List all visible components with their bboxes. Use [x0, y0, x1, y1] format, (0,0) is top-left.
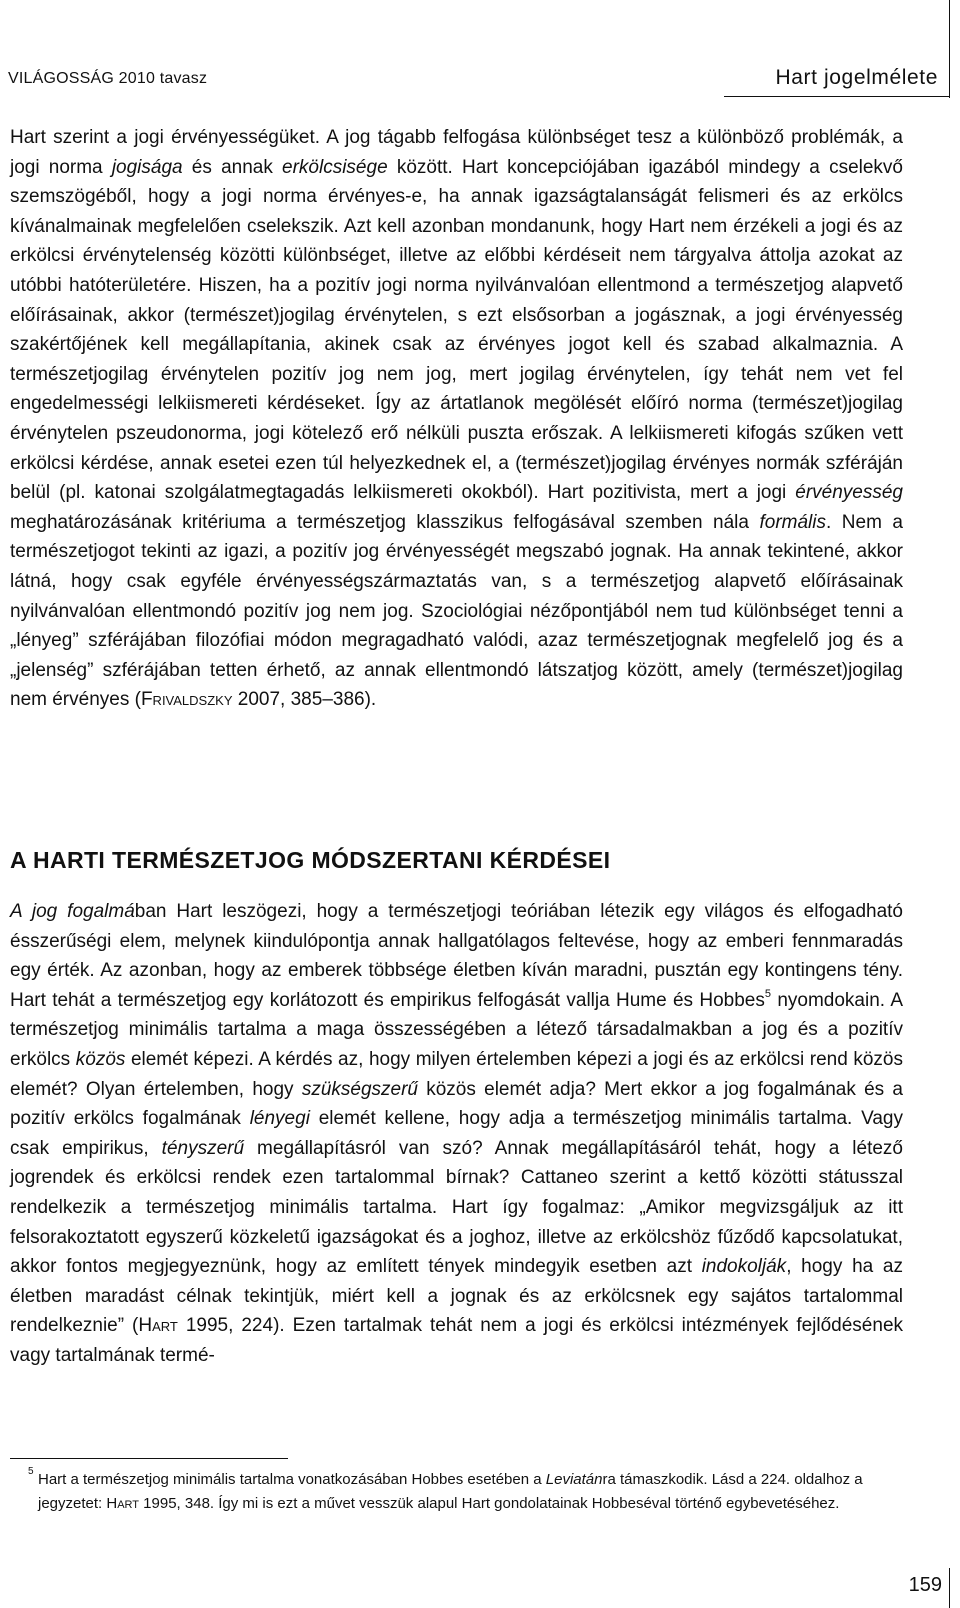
text-run: Hart a természetjog minimális tartalma vonatkozásában Hobbes esetében a	[38, 1471, 546, 1488]
emphasis: jogisága	[111, 156, 183, 178]
author-citation: Hart	[138, 1315, 178, 1337]
paragraph-2	[10, 897, 903, 1371]
emphasis: érvényesség	[795, 482, 903, 504]
main-text-2	[10, 897, 903, 1371]
text-run: között. Hart koncepciójában igazából mindegy a cselekvő szemszögéből, hogy a jogi norma érvényes-e, ha annak igazságtalanságát felismeri és az erkölcs kívánalmainak megfelelően cselekszik. Azt kell azonban mondanunk, hogy Hart nem érzékeli a jogi és az erkölcsi érvénytelenség közötti különbséget, illetve az előbbi kérdéseit nem tárgyalva áttolja azokat az utóbbi hatóterületére. Hiszen, ha a pozitív jogi norma nyilvánvalóan ellentmond a természetjog alapvető előírásainak, akkor (természet)jogilag érvénytelen, s ezt elsősorban a jogásznak, a jogi érvényesség szakértőjének kell megállapítania, akinek csak az érvényes jogot kell és szabad alkalmaznia. A természetjogilag érvénytelen pozitív jog nem jog, mert jogilag érvénytelen, így tehát nem vet fel engedelmességi lelkiismereti kérdéseket. Így az ártatlanok megölését előíró norma (természet)jogilag érvénytelen pszeudonorma, jogi kötelező erő nélküli puszta erőszak. A lelkiismereti kifogás szűken vett erkölcsi kérdése, annak esetei ezen túl helyezkednek el, a (természet)jogilag érvényes normák szféráján belül (pl. katonai szolgálatmegtagadás lelkiismereti okokból). Hart pozitivista, mert a jogi	[10, 156, 903, 504]
text-run: 1995, 348. Így mi is ezt a művet vesszük alapul Hart gondolatainak Hobbeséval történő egybevetéséhez.	[139, 1495, 840, 1512]
emphasis: tényszerű	[161, 1137, 245, 1159]
emphasis: szükségszerű	[301, 1078, 418, 1100]
footnote-rule	[10, 1458, 288, 1459]
emphasis: A jog fogalmá	[10, 901, 135, 922]
text-run: ban Hart leszögezi, hogy a természetjogi teóriában létezik egy világos és elfogadható ésszerűségi elem, melynek kiindulópontja annak hallgatólagos feltevése, hogy az emberi fennmaradás egy érték. Az azonban, hogy az emberek többsége életben kíván maradni, pusztán egy kontingens tény. Hart tehát a természetjog egy korlátozott és empirikus felfogását vallja Hume és Hobbes	[10, 901, 903, 1011]
text-run: és annak	[182, 156, 283, 178]
text-run: meghatározásának kritériuma a természetjog klasszikus felfogásával szemben nála	[10, 511, 760, 533]
paragraph-1	[10, 123, 903, 715]
footnote	[38, 1468, 898, 1516]
footnote-reference[interactable]: 5	[764, 988, 771, 1001]
header-corner-rule	[949, 0, 950, 98]
text-run: ra támaszkodik. Lásd a 224. oldalhoz a jegyzetet:	[38, 1471, 863, 1512]
text-run: 2007, 385–386).	[232, 689, 377, 711]
text-run: , hogy ha az életben maradást célnak tekintjük, miért kell a jognak és az erkölcsnek egy sajátos tartalommal rendelkeznie” (	[10, 1256, 903, 1337]
text-run: Hart szerint a jogi érvényességüket. A jog tágabb felfogása különbséget tesz a különböző problémák, a jogi norma	[10, 127, 903, 178]
emphasis: erkölcsisége	[282, 156, 388, 178]
text-run: megállapításról van szó? Annak megállapításáról tehát, hogy a létező jogrendek és erkölcsi rendek ezen tartalommal bírnak? Cattaneo szerint a kettő közötti státusszal rendelkezik a természetjog minimális tartalma. Hart így fogalmaz: „Amikor megvizsgáljuk az itt felsorakoztatott egyszerű közkeletű igazságokat és a joghoz, illetve az erkölcshöz fűződő kapcsolatukat, akkor fontos megjegyeznünk, hogy az említett tények mindegyik esetben azt	[10, 1137, 903, 1278]
emphasis: formális	[759, 511, 826, 533]
text-run: elemét kellene, hogy adja a természetjog minimális tartalma. Vagy csak empirikus,	[10, 1108, 903, 1159]
text-run: 1995, 224). Ezen tartalmak tehát nem a jogi és erkölcsi intézmények fejlődésének vagy tartalmának termé-	[10, 1315, 904, 1366]
page-number-rule	[949, 1568, 950, 1608]
footnote-mark: 5	[28, 1466, 34, 1477]
author-citation: Frivaldszky	[140, 689, 233, 711]
emphasis: indokolják	[701, 1256, 787, 1278]
author-citation: Hart	[106, 1495, 140, 1512]
emphasis: Leviatán	[545, 1471, 603, 1488]
text-run: nyomdokain. A természetjog minimális tartalma a maga összességében a létező társadalmakban a jog és a pozitív erkölcs	[10, 989, 903, 1070]
text-run: elemét képezi. A kérdés az, hogy milyen értelemben képezi a jogi és az erkölcsi rend közös elemét? Olyan értelemben, hogy	[10, 1048, 903, 1100]
text-run: . Nem a természetjogot tekinti az igazi, a pozitív jog érvényességét megszabó jognak. Ha annak tekintené, akkor látná, hogy csak egyféle érvényességszármaztatás van, s a természetjog alapvető előírásainak nyilvánvalóan ellentmondó pozitív jog nem jog. Szociológiai nézőpontjából nem tud különbséget tenni a „lényeg” szférájában filozófiai módon megragadható valódi, azaz természetjognak megfelelő jog és a „jelenség” szférájában tetten érhető, az annak ellentmondó látszatjog között, amely (természet)jogilag nem érvényes (	[10, 511, 903, 711]
page-number: 159	[908, 1574, 942, 1596]
emphasis: lényegi	[249, 1108, 310, 1130]
running-title: Hart jogelmélete	[775, 66, 938, 89]
header-rule	[724, 96, 950, 97]
section-heading: A HARTI TERMÉSZETJOG MÓDSZERTANI KÉRDÉSEI	[10, 847, 611, 873]
journal-issue-label: VILÁGOSSÁG 2010 tavasz	[8, 70, 208, 87]
emphasis: közös	[75, 1048, 126, 1070]
text-run: közös elemét adja? Mert ekkor a jog fogalmának és a pozitív erkölcs fogalmának	[10, 1078, 903, 1130]
main-text	[10, 123, 903, 715]
